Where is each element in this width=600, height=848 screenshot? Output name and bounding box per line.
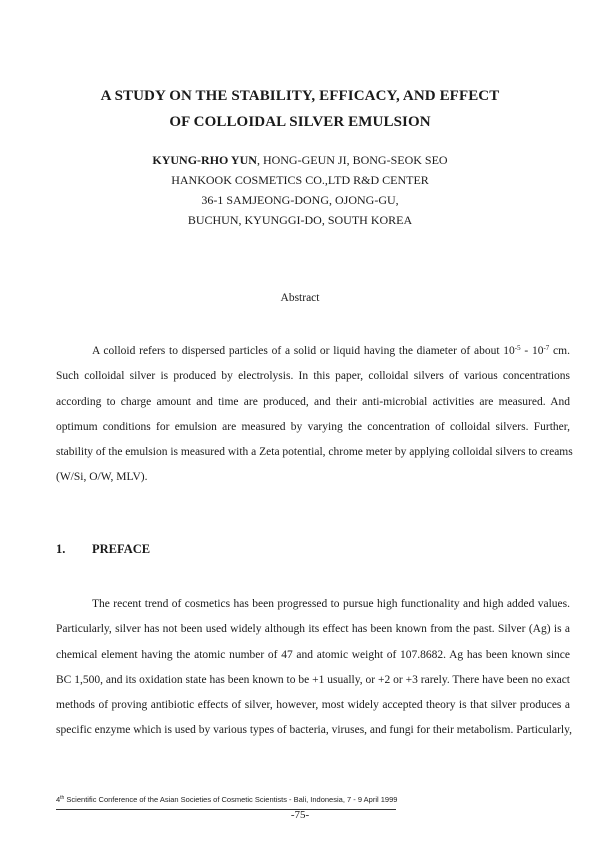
abstract-line: Such colloidal silver is produced by electrolysis. In this paper, colloidal silvers of various concentrations [56, 370, 570, 383]
section-title: PREFACE [92, 542, 151, 556]
page-number: -75- [290, 809, 310, 821]
co-authors: , HONG-GEUN JI, BONG-SEOK SEO [256, 153, 448, 167]
abstract-line-1: A colloid refers to dispersed particles of a solid or liquid having the diameter of about $10^{-5} - 10^{-7}$ cm. [92, 344, 570, 357]
preface-line: methods of proving antibiotic effects of silver, however, most widely accepted theory is that silver produces a [56, 699, 570, 712]
preface-body [56, 592, 570, 744]
paper-title-line-2: OF COLLOIDAL SILVER EMULSION [169, 114, 431, 130]
conference-footer: 4th Scientific Conference of the Asian Societies of Cosmetic Scientists - Bali, Indonesia, 7 - 9 April 1999 [56, 795, 398, 804]
abstract-line: optimum conditions for emulsion are measured by varying the concentration of colloidal silvers. Further, [56, 420, 570, 433]
address-line-2: BUCHUN, KYUNGGI-DO, SOUTH KOREA [187, 213, 413, 227]
author-list [0, 153, 600, 168]
paper-title-line-1: A STUDY ON THE STABILITY, EFFICACY, AND EFFECT [100, 88, 500, 104]
abstract-body [56, 339, 573, 491]
abstract-line: (W/Si, O/W, MLV). [56, 471, 148, 484]
preface-line: BC 1,500, and its oxidation state has been known to be +1 usually, or +2 or +3 rarely. There have been no exact [56, 673, 570, 686]
preface-line: specific enzyme which is used by various types of bacteria, viruses, and fungi for their metabolism. Particularly, [56, 724, 572, 737]
abstract-heading: Abstract [280, 292, 320, 304]
address-line-1: 36-1 SAMJEONG-DONG, OJONG-GU, [201, 193, 399, 207]
section-number: 1. [56, 542, 66, 556]
preface-line: The recent trend of cosmetics has been progressed to pursue high functionality and high added values. [92, 598, 570, 610]
preface-line: chemical element having the atomic number of 47 and atomic weight of 107.8682. Ag has been known since [56, 648, 570, 661]
presenting-author: KYUNG-RHO YUN [152, 153, 257, 167]
affiliation: HANKOOK COSMETICS CO.,LTD R&D CENTER [171, 173, 429, 187]
abstract-line: according to charge amount and time are produced, and their anti-microbial activities are measured. And [56, 395, 570, 408]
preface-line: Particularly, silver has not been used widely although its effect has been known from the past. Silver (Ag) is a [56, 623, 570, 636]
abstract-line: stability of the emulsion is measured with a Zeta potential, chrome meter by applying colloidal silvers to creams [56, 446, 573, 459]
